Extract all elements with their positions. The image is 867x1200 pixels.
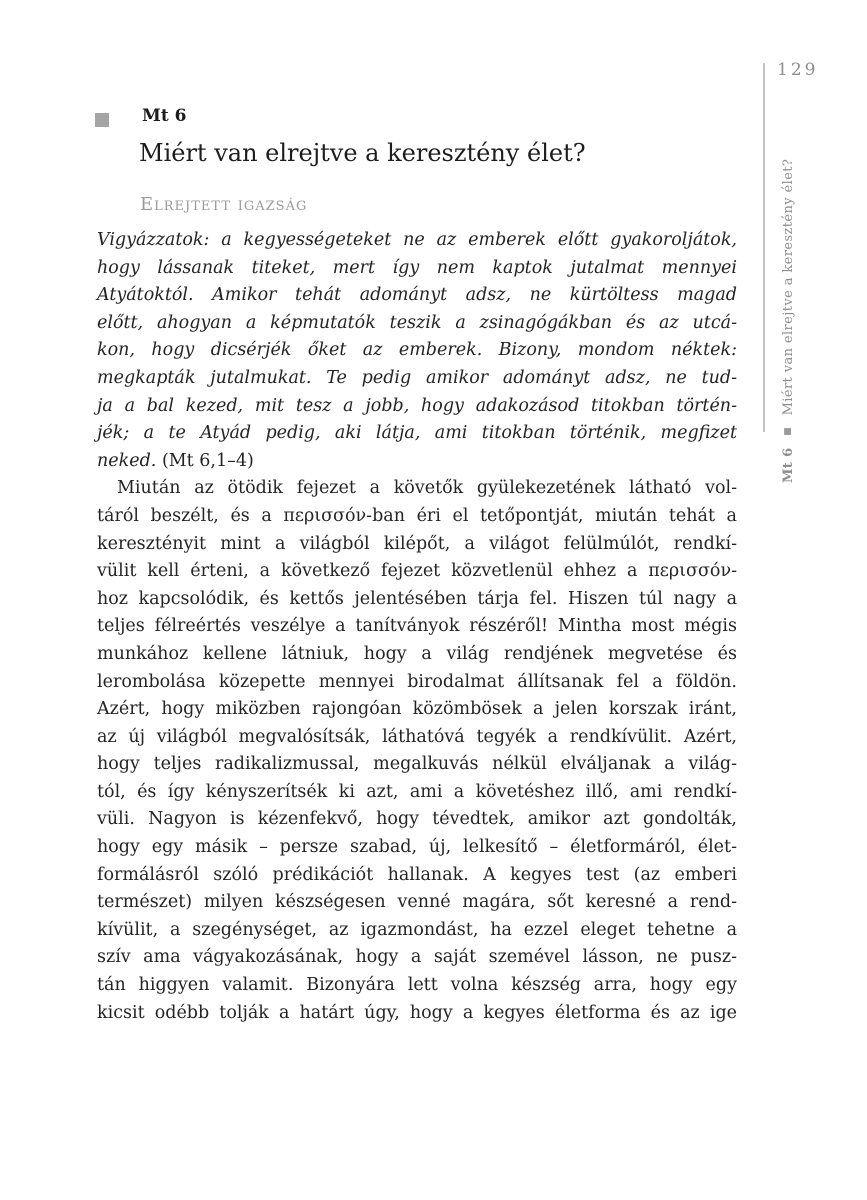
running-head-title: Miért van elrejtve a keresztény élet? bbox=[781, 158, 796, 416]
body-line: vüli. Nagyon is kézenfekvő, hogy tévedtek, amikor azt gondolták, bbox=[97, 809, 737, 830]
body-line: keresztényit mint a világból kilépőt, a világot felülmúlót, rendkí- bbox=[97, 533, 737, 554]
running-head-vertical bbox=[781, 111, 798, 483]
square-bullet-icon: ■ bbox=[783, 426, 793, 436]
body-line: vülit kell érteni, a következő fejezet közvetlenül ehhez a περισσόν- bbox=[97, 561, 737, 582]
text-column bbox=[97, 227, 737, 1027]
body-line: tól, és így kényszerítsék ki azt, ami a követéshez illő, ami rendkí- bbox=[97, 781, 737, 802]
quote-last-words: neked. bbox=[97, 450, 157, 471]
body-line: az új világból megvalósítsák, láthatóvá tegyék a rendkívülit. Azért, bbox=[97, 726, 737, 747]
body-line: táról beszélt, és a περισσόν-ban éri el tetőpontját, miután tehát a bbox=[97, 505, 737, 526]
body-line: lerombolása közepette mennyei birodalmat állítsanak fel a földön. bbox=[97, 671, 737, 692]
quote-line: kon, hogy dicsérjék őket az emberek. Bizony, mondom néktek: bbox=[97, 340, 737, 361]
body-line: teljes félreértés veszélye a tanítványok részéről! Mintha most mégis bbox=[97, 616, 737, 637]
chapter-title: Miért van elrejtve a keresztény élet? bbox=[139, 139, 586, 167]
body-line: természet) milyen készségesen venné magára, sőt keresné a rend- bbox=[97, 892, 737, 913]
quote-line: ja a bal kezed, mit tesz a jobb, hogy adakozásod titokban történ- bbox=[97, 395, 737, 416]
body-line: kicsit odébb tolják a határt úgy, hogy a kegyes életforma és az ige bbox=[97, 1002, 737, 1023]
quote-line: megkapták jutalmukat. Te pedig amikor adományt adsz, ne tud- bbox=[97, 367, 737, 388]
quote-line: hogy lássanak titeket, mert így nem kaptok jutalmat mennyei bbox=[97, 257, 737, 278]
body-line: formálásról szóló prédikációt hallanak. A kegyes test (az emberi bbox=[97, 864, 737, 885]
scripture-reference: (Mt 6,1–4) bbox=[161, 450, 254, 471]
quote-line: Vigyázzatok: a kegyességeteket ne az emberek előtt gyakoroljátok, bbox=[97, 230, 737, 250]
scripture-quote bbox=[97, 227, 737, 475]
body-line: szív ama vágyakozásának, hogy a saját szemével lásson, ne pusz- bbox=[97, 947, 737, 968]
quote-line: előtt, ahogyan a képmutatók teszik a zsinagógákban és az utcá- bbox=[97, 312, 737, 333]
page-number: 129 bbox=[777, 60, 819, 80]
body-line: Azért, hogy miközben rajongóan közömbösek a jelen korszak iránt, bbox=[97, 699, 737, 720]
running-head-kicker: Mt 6 bbox=[781, 447, 796, 483]
body-line: hogy egy másik – persze szabad, új, lelkesítő – életformáról, élet- bbox=[97, 837, 737, 858]
chapter-kicker: Mt 6 bbox=[142, 106, 187, 126]
body-line: hoz kapcsolódik, és kettős jelentésében tárja fel. Hiszen túl nagy a bbox=[97, 588, 737, 609]
quote-line-last bbox=[97, 448, 737, 476]
body-line: tán higgyen valamit. Bizonyára lett volna készség arra, hogy egy bbox=[97, 975, 737, 996]
body-line: Miután az ötödik fejezet a követők gyülekezetének látható vol- bbox=[117, 478, 737, 499]
section-heading: Elrejtett igazság bbox=[140, 194, 308, 215]
chapter-square-icon bbox=[95, 113, 109, 127]
quote-line: Atyátoktól. Amikor tehát adományt adsz, ne kürtöltess magad bbox=[97, 285, 737, 306]
body-line: hogy teljes radikalizmussal, megalkuvás nélkül elváljanak a világ- bbox=[97, 754, 737, 775]
margin-rule bbox=[763, 63, 765, 432]
body-line: munkához kellene látniuk, hogy a világ rendjének megvetése és bbox=[97, 643, 737, 664]
quote-lines bbox=[97, 227, 737, 448]
body-paragraph bbox=[97, 475, 737, 1027]
body-line: kívülit, a szegénységet, az igazmondást, ha ezzel eleget tehetne a bbox=[97, 919, 737, 940]
quote-line: jék; a te Atyád pedig, aki látja, ami titokban történik, megfizet bbox=[97, 423, 737, 444]
